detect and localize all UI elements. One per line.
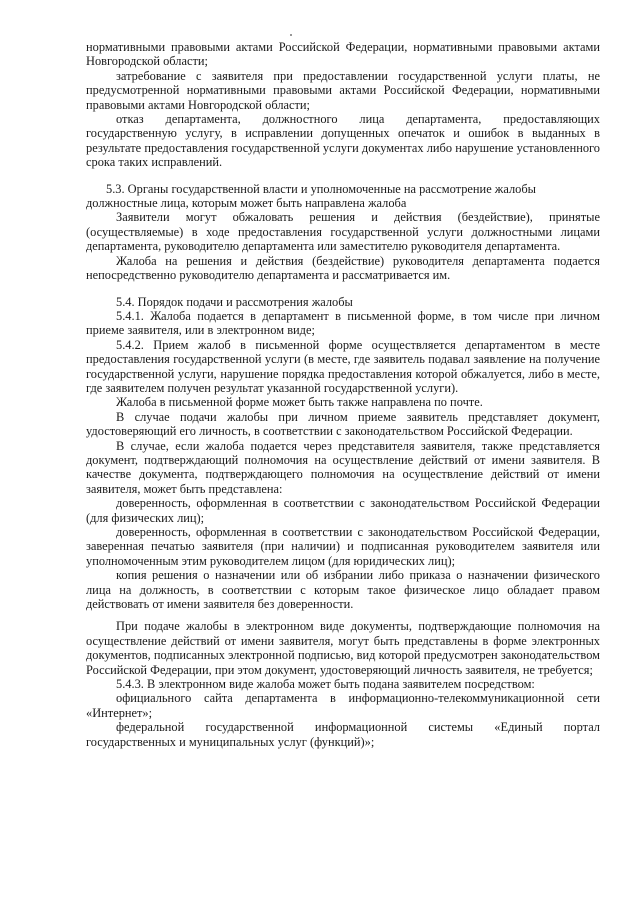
paragraph-11: В случае подачи жалобы при личном приеме заявитель представляет документ, удостоверяющий его личность, в соответствии с законодательством Российской Федерации. (86, 409, 600, 439)
paragraph-5-4-1: 5.4.1. Жалоба подается в департамент в письменной форме, в том числе при личном приеме заявителя, или в электронном виде; (86, 308, 600, 338)
paragraph-1: нормативными правовыми актами Российской Федерации, нормативными правовыми актами Новгородской области; (86, 40, 600, 69)
paragraph-6: Жалоба на решения и действия (бездействие) руководителя департамента подается непосредственно руководителю департамента и рассматривается им. (86, 253, 600, 283)
paragraph-5: Заявители могут обжаловать решения и действия (бездействие), принятые (осуществляемые) в ходе предоставления государственной услуги должностными лицами департамента, руководителю департамента или заместителю руководителя департамента. (86, 210, 600, 254)
paragraph-2: затребование с заявителя при предоставлении государственной услуги платы, не предусмотренной нормативными правовыми актами Российской Федерации, нормативными правовыми актами Новгородской области; (86, 68, 600, 112)
paragraph-10: Жалоба в письменной форме может быть также направлена по почте. (116, 395, 483, 410)
scan-artifact (290, 34, 292, 36)
paragraph-12: В случае, если жалоба подается через представителя заявителя, также представляется документ, подтверждающий полномочия на осуществление действий от имени заявителя. В качестве документа, подтверждающего полномочия на осуществление действий от имени заявителя, может быть представлена: (86, 438, 600, 496)
paragraph-5-4-2: 5.4.2. Прием жалоб в письменной форме осуществляется департаментом в месте предоставления государственной услуги (в месте, где заявитель подавал заявление на получение государственной услуги, нарушение порядка предоставления которой обжалуется, либо в месте, где заявителем получен результат указанной государственной услуги). (86, 337, 600, 395)
paragraph-18: официального сайта департамента в информационно-телекоммуникационной сети «Интернет»; (86, 691, 600, 720)
section-5-3-heading: 5.3. Органы государственной власти и уполномоченные на рассмотрение жалобы должностные лица, которым может быть направлена жалоба (86, 181, 536, 211)
paragraph-13: доверенность, оформленная в соответствии с законодательством Российской Федерации (для физических лиц); (86, 496, 600, 525)
paragraph-5-4-3: 5.4.3. В электронном виде жалоба может быть подана заявителем посредством: (116, 677, 535, 692)
paragraph-14: доверенность, оформленная в соответствии с законодательством Российской Федерации, заверенная печатью заявителя (при наличии) и подписанная руководителем заявителя или уполномоченным этим руководителем лицом (для юридических лиц); (86, 525, 600, 568)
paragraph-19: федеральной государственной информационной системы «Единый портал государственных и муниципальных услуг (функций)»; (86, 720, 600, 749)
paragraph-16: При подаче жалобы в электронном виде документы, подтверждающие полномочия на осуществление действий от имени заявителя, могут быть представлены в форме электронных документов, подписанных электронной подписью, вид которой предусмотрен законодательством Российской Федерации, при этом документ, удостоверяющий личность заявителя, не требуется; (86, 619, 600, 677)
paragraph-3: отказ департамента, должностного лица департамента, предоставляющих государственную услугу, в исправлении допущенных опечаток и ошибок в выданных в результате предоставления государственной услуги документах либо нарушение установленного срока таких исправлений. (86, 112, 600, 170)
paragraph-15: копия решения о назначении или об избрании либо приказа о назначении физического лица на должность, в соответствии с которым такое физическое лицо обладает правом действовать от имени заявителя без доверенности. (86, 568, 600, 612)
section-5-4-heading: 5.4. Порядок подачи и рассмотрения жалобы (116, 294, 353, 309)
